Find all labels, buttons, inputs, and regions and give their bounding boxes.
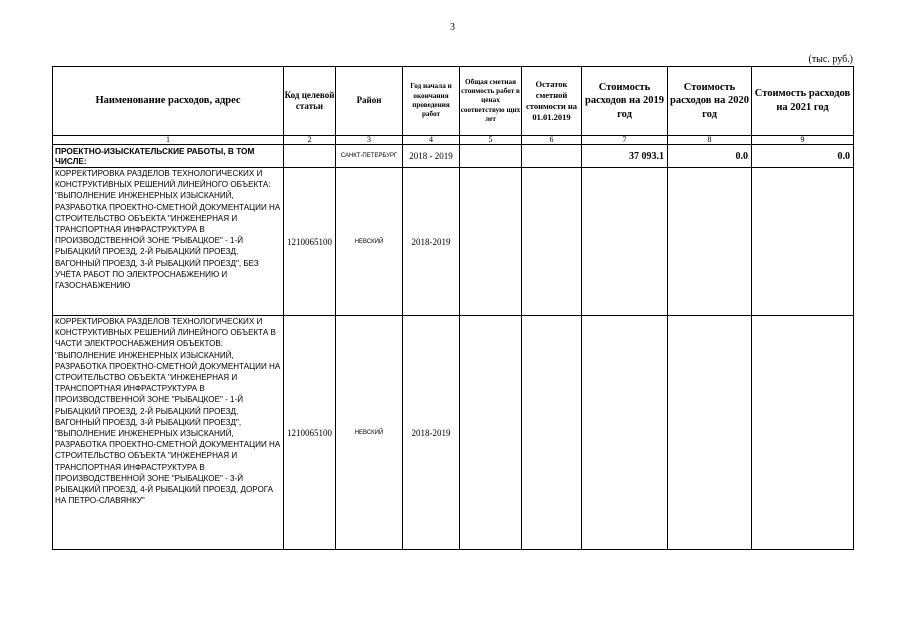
row-total-cost <box>460 316 522 550</box>
header-code: Код целевой статьи <box>284 67 336 136</box>
page-number: 3 <box>450 22 455 33</box>
column-number-row <box>53 136 854 145</box>
row-period: 2018 - 2019 <box>403 145 460 168</box>
row-cost-2021 <box>752 168 854 316</box>
header-period: Год начала и окончания проведения работ <box>403 67 460 136</box>
row-balance <box>522 168 582 316</box>
row-cost-2019: 37 093.1 <box>582 145 668 168</box>
row-total-cost <box>460 168 522 316</box>
header-cost-2019: Стоимость расходов на 2019 год <box>582 67 668 136</box>
row-name: ПРОЕКТНО-ИЗЫСКАТЕЛЬСКИЕ РАБОТЫ, В ТОМ ЧИСЛЕ: <box>53 145 284 168</box>
column-number: 3 <box>336 136 403 145</box>
column-number: 6 <box>522 136 582 145</box>
budget-table <box>52 66 854 550</box>
table-header-row <box>53 67 854 136</box>
row-balance <box>522 145 582 168</box>
table-row-total <box>53 145 854 168</box>
row-balance <box>522 316 582 550</box>
header-district: Район <box>336 67 403 136</box>
column-number: 2 <box>284 136 336 145</box>
row-cost-2020 <box>668 316 752 550</box>
column-number: 9 <box>752 136 854 145</box>
row-cost-2020: 0.0 <box>668 145 752 168</box>
row-code <box>284 145 336 168</box>
header-balance: Остаток сметной стоимости на 01.01.2019 <box>522 67 582 136</box>
row-district: НЕВСКИЙ <box>336 316 403 550</box>
header-cost-2021: Стоимость расходов на 2021 год <box>752 67 854 136</box>
column-number: 4 <box>403 136 460 145</box>
row-district: НЕВСКИЙ <box>336 168 403 316</box>
row-code: 1210065100 <box>284 168 336 316</box>
header-total-cost: Общая сметная стоимость работ в ценах соответствую щих лет <box>460 67 522 136</box>
column-number: 5 <box>460 136 522 145</box>
column-number: 1 <box>53 136 284 145</box>
units-note: (тыс. руб.) <box>808 54 853 65</box>
row-name: КОРРЕКТИРОВКА РАЗДЕЛОВ ТЕХНОЛОГИЧЕСКИХ И КОНСТРУКТИВНЫХ РЕШЕНИЙ ЛИНЕЙНОГО ОБЪЕКТА: "ВЫПОЛНЕНИЕ ИНЖЕНЕРНЫХ ИЗЫСКАНИЙ, РАЗРАБОТКА ПРОЕКТНО-СМЕТНОЙ ДОКУМЕНТАЦИИ НА СТРОИТЕЛЬСТВО ОБЪЕКТА "ИНЖЕНЕРНАЯ И ТРАНСПОРТНАЯ ИНФРАСТРУКТУРА В ПРОИЗВОДСТВЕННОЙ ЗОНЕ "РЫБАЦКОЕ" - 1-Й РЫБАЦКИЙ ПРОЕЗД, 2-Й РЫБАЦКИЙ ПРОЕЗД, ВАГОННЫЙ ПРОЕЗД, 3-Й РЫБАЦКИЙ ПРОЕЗД", БЕЗ УЧЁТА РАБОТ ПО ЭЛЕКТРОСНАБЖЕНИЮ И ГАЗОСНАБЖЕНИЮ <box>53 168 284 316</box>
row-period: 2018-2019 <box>403 316 460 550</box>
header-name: Наименование расходов, адрес <box>53 67 284 136</box>
row-cost-2019 <box>582 316 668 550</box>
row-cost-2020 <box>668 168 752 316</box>
header-cost-2020: Стоимость расходов на 2020 год <box>668 67 752 136</box>
row-code: 1210065100 <box>284 316 336 550</box>
row-total-cost <box>460 145 522 168</box>
table-row <box>53 316 854 550</box>
row-cost-2021: 0.0 <box>752 145 854 168</box>
row-period: 2018-2019 <box>403 168 460 316</box>
row-name: КОРРЕКТИРОВКА РАЗДЕЛОВ ТЕХНОЛОГИЧЕСКИХ И КОНСТРУКТИВНЫХ РЕШЕНИЙ ЛИНЕЙНОГО ОБЪЕКТА В ЧАСТИ ЭЛЕКТРОСНАБЖЕНИЯ ОБЪЕКТОВ: "ВЫПОЛНЕНИЕ ИНЖЕНЕРНЫХ ИЗЫСКАНИЙ, РАЗРАБОТКА ПРОЕКТНО-СМЕТНОЙ ДОКУМЕНТАЦИИ НА СТРОИТЕЛЬСТВО ОБЪЕКТА "ИНЖЕНЕРНАЯ И ТРАНСПОРТНАЯ ИНФРАСТРУКТУРА В ПРОИЗВОДСТВЕННОЙ ЗОНЕ "РЫБАЦКОЕ" - 1-Й РЫБАЦКИЙ ПРОЕЗД, 2-Й РЫБАЦКИЙ ПРОЕЗД, ВАГОННЫЙ ПРОЕЗД, 3-Й РЫБАЦКИЙ ПРОЕЗД", "ВЫПОЛНЕНИЕ ИНЖЕНЕРНЫХ ИЗЫСКАНИЙ, РАЗРАБОТКА ПРОЕКТНО-СМЕТНОЙ ДОКУМЕНТАЦИИ НА СТРОИТЕЛЬСТВО ОБЪЕКТА "ИНЖЕНЕРНАЯ И ТРАНСПОРТНАЯ ИНФРАСТРУКТУРА В ПРОИЗВОДСТВЕННОЙ ЗОНЕ "РЫБАЦКОЕ" - 3-Й РЫБАЦКИЙ ПРОЕЗД, 4-Й РЫБАЦКИЙ ПРОЕЗД, ДОРОГА НА ПЕТРО-СЛАВЯНКУ" <box>53 316 284 550</box>
row-cost-2019 <box>582 168 668 316</box>
table-row <box>53 168 854 316</box>
column-number: 7 <box>582 136 668 145</box>
row-district: САНКТ-ПЕТЕРБУРГ <box>336 145 403 168</box>
column-number: 8 <box>668 136 752 145</box>
row-cost-2021 <box>752 316 854 550</box>
